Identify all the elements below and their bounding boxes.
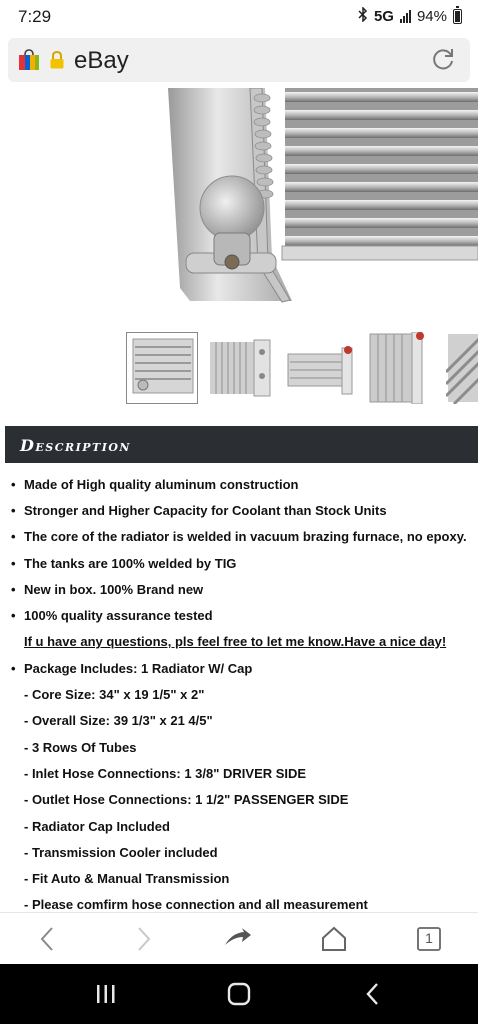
list-item-text: 100% quality assurance tested — [24, 608, 213, 623]
bullet: • — [11, 661, 16, 676]
network-type: 5G — [373, 8, 394, 25]
battery-percent: 94% — [416, 8, 447, 25]
description-title: Description — [20, 436, 131, 455]
bullet: • — [11, 556, 16, 571]
thumbnail-1[interactable] — [126, 332, 198, 404]
bullet: • — [11, 529, 16, 544]
browser-header — [0, 34, 478, 88]
lock-icon — [49, 51, 65, 69]
browser-toolbar — [0, 912, 478, 964]
back-icon[interactable] — [32, 923, 64, 955]
status-bar — [0, 0, 478, 34]
reload-icon[interactable] — [430, 47, 456, 73]
system-home-icon[interactable] — [224, 980, 254, 1008]
thumbnail-4[interactable] — [366, 332, 438, 404]
system-back-icon[interactable] — [358, 980, 388, 1008]
list-item-text: If u have any questions, pls feel free to let me know.Have a nice day! — [24, 634, 447, 649]
list-item-text: Stronger and Higher Capacity for Coolant than Stock Units — [24, 503, 387, 518]
signal-icon — [400, 10, 411, 23]
ebay-bag-icon — [18, 49, 40, 71]
list-item-text: - Outlet Hose Connections: 1 1/2" PASSENGER SIDE — [24, 792, 349, 807]
list-item-text: - Fit Auto & Manual Transmission — [24, 871, 230, 886]
list-item-text: Package Includes: 1 Radiator W/ Cap — [24, 661, 253, 676]
page-title: eBay — [74, 47, 129, 74]
list-item-text: Made of High quality aluminum construction — [24, 477, 299, 492]
list-item-text: - 3 Rows Of Tubes — [24, 740, 137, 755]
list-item-text: The tanks are 100% welded by TIG — [24, 556, 237, 571]
bullet: • — [11, 582, 16, 597]
description-header — [5, 426, 478, 463]
list-item-text: - Transmission Cooler included — [24, 845, 218, 860]
list-item-text: New in box. 100% Brand new — [24, 582, 204, 597]
list-item-text: - Please comfirm hose connection and all measurement — [24, 897, 368, 912]
battery-icon — [453, 9, 462, 24]
bullet: • — [11, 477, 16, 492]
list-item-text: - Inlet Hose Connections: 1 3/8" DRIVER SIDE — [24, 766, 307, 781]
bluetooth-icon — [358, 7, 368, 26]
tab-count: 1 — [425, 930, 433, 946]
thumbnail-3[interactable] — [286, 332, 358, 404]
bullet: • — [11, 503, 16, 518]
product-image[interactable] — [0, 88, 478, 320]
recents-icon[interactable] — [91, 980, 121, 1008]
thumbnail-5[interactable] — [446, 332, 478, 404]
address-bar[interactable] — [8, 38, 470, 82]
thumbnail-2[interactable] — [206, 332, 278, 404]
system-nav-bar — [0, 964, 478, 1024]
list-item-text: The core of the radiator is welded in vacuum brazing furnace, no epoxy. — [24, 529, 467, 544]
list-item-text: - Core Size: 34" x 19 1/5" x 2" — [24, 687, 205, 702]
reader-icon[interactable] — [222, 923, 254, 955]
description-list — [0, 463, 478, 912]
list-item-text: - Radiator Cap Included — [24, 819, 170, 834]
bullet: • — [11, 608, 16, 623]
forward-icon[interactable] — [127, 923, 159, 955]
status-time: 7:29 — [18, 7, 52, 26]
list-item-text: - Overall Size: 39 1/3" x 21 4/5" — [24, 713, 213, 728]
tabs-button[interactable] — [413, 923, 445, 955]
home-icon[interactable] — [318, 923, 350, 955]
status-indicators — [358, 7, 462, 26]
thumbnail-strip — [126, 332, 478, 406]
